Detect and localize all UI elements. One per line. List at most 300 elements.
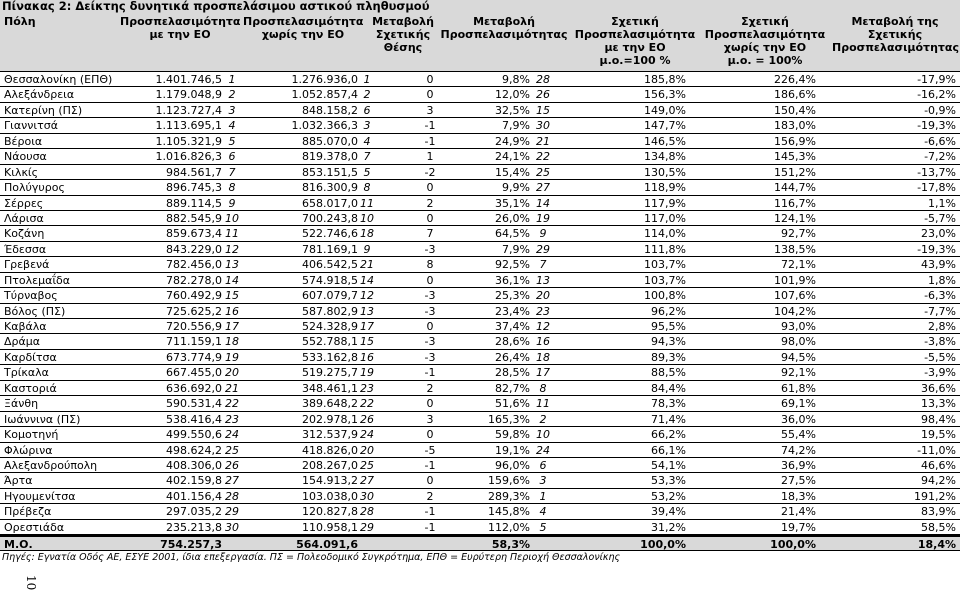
- cell-acc-with: 760.492,9: [166, 289, 222, 303]
- cell-rel-change: -6,3%: [924, 289, 956, 303]
- cell-pos-change: -1: [424, 366, 436, 380]
- cell-rank-change: 27: [536, 181, 550, 195]
- cell-pos-change: -3: [424, 289, 436, 303]
- cell-acc-with: 1.401.746,5: [155, 73, 222, 86]
- cell-rel-change: -7,2%: [924, 150, 956, 164]
- cell-rel-with: 117,0%: [644, 211, 686, 225]
- cell-rank-change: 28: [536, 73, 550, 86]
- header-line: Σχετική: [741, 15, 789, 28]
- cell-rel-with: 156,3%: [644, 88, 686, 102]
- cell-acc-change: 28,5%: [495, 366, 530, 380]
- header-line: Προσπελασιμότητα: [574, 28, 696, 41]
- cell-rank-with: 12: [225, 242, 239, 256]
- cell-rank-change: 16: [536, 335, 550, 349]
- cell-rel-change: 58,5%: [921, 520, 956, 534]
- cell-acc-without: 389.648,2: [302, 397, 358, 411]
- cell-acc-without: 1.276.936,0: [291, 73, 358, 86]
- cell-city: Γρεβενά: [4, 258, 50, 272]
- cell-rel-with: 94,3%: [651, 335, 686, 349]
- table-row: [0, 412, 960, 427]
- header-acc-change: [440, 15, 568, 41]
- cell-rel-with: 100,8%: [644, 289, 686, 303]
- cell-acc-with: 889.114,5: [166, 196, 222, 210]
- cell-acc-change: 145,8%: [488, 505, 530, 519]
- cell-rel-with: 31,2%: [651, 520, 686, 534]
- table-row: [0, 134, 960, 149]
- source-note: Πηγές: Εγνατία Οδός ΑΕ, ΕΣΥΕ 2001, ίδια επεξεργασία. ΠΣ = Πολεοδομικό Συγκρότημα, ΕΠΘ = Ευρύτερη Περιοχή Θεσσαλονίκης: [2, 551, 621, 563]
- cell-rank-change: 10: [536, 428, 550, 442]
- cell-rank-with: 5: [228, 134, 236, 148]
- cell-city: Τύρναβος: [4, 289, 58, 303]
- cell-rank-with: 8: [228, 181, 236, 195]
- cell-acc-change: 26,0%: [495, 211, 530, 225]
- cell-pos-change: -1: [424, 458, 436, 472]
- cell-city: Βόλος (ΠΣ): [4, 304, 66, 318]
- cell-acc-change: 59,8%: [495, 428, 530, 442]
- header-line: μ.ο. = 100%: [727, 54, 803, 67]
- cell-rank-with: 19: [225, 350, 239, 364]
- cell-acc-with: 667.455,0: [166, 366, 222, 380]
- cell-acc-without: 519.275,7: [302, 366, 358, 380]
- cell-city: Καρδίτσα: [4, 350, 57, 364]
- cell-rank-without: 25: [360, 458, 374, 472]
- table-row: [0, 149, 960, 164]
- cell-rank-without: 24: [360, 428, 374, 442]
- cell-acc-with: 782.278,0: [166, 273, 222, 287]
- table-row: [0, 196, 960, 211]
- cell-rel-without: 116,7%: [774, 196, 816, 210]
- cell-rel-with: 88,5%: [651, 366, 686, 380]
- cell-acc-without: 418.826,0: [302, 443, 358, 457]
- cell-rel-change: 1,8%: [928, 273, 956, 287]
- cell-rel-with: 89,3%: [651, 350, 686, 364]
- cell-rank-without: 28: [360, 505, 374, 519]
- cell-acc-with: 402.159,8: [166, 474, 222, 488]
- cell-acc-without: 406.542,5: [302, 258, 358, 272]
- cell-rank-with: 9: [228, 196, 236, 210]
- cell-rel-change: -19,3%: [917, 242, 956, 256]
- cell-city: Έδεσσα: [4, 242, 47, 256]
- header-line: Μεταβολή: [473, 15, 535, 28]
- header-line: Μεταβολή της: [851, 15, 939, 28]
- cell-rank-change: 17: [536, 366, 550, 380]
- cell-rel-change: 19,5%: [921, 428, 956, 442]
- cell-city: Ηγουμενίτσα: [4, 489, 76, 503]
- cell-acc-change: 15,4%: [495, 165, 530, 179]
- cell-rank-change: 6: [539, 458, 547, 472]
- cell-rank-with: 27: [225, 474, 239, 488]
- cell-rank-change: 8: [539, 381, 547, 395]
- cell-acc-change: 82,7%: [495, 381, 530, 395]
- cell-rank-without: 7: [363, 150, 371, 164]
- cell-rel-with: 103,7%: [644, 273, 686, 287]
- header-line: μ.ο.=100 %: [599, 54, 671, 67]
- cell-city: Καστοριά: [4, 381, 57, 395]
- table-total-row: [0, 535, 960, 550]
- cell-rank-with: 15: [225, 289, 239, 303]
- cell-rank-without: 18: [360, 227, 374, 241]
- cell-acc-without: 574.918,5: [302, 273, 358, 287]
- cell-rank-without: 30: [360, 489, 374, 503]
- table-row: [0, 458, 960, 473]
- table-row: [0, 273, 960, 288]
- cell-rel-without: 107,6%: [774, 289, 816, 303]
- cell-acc-change: 37,4%: [495, 320, 530, 333]
- cell-acc-with: 859.673,4: [166, 227, 222, 241]
- cell-rel-without: 94,5%: [781, 350, 816, 364]
- cell-rank-with: 30: [225, 520, 239, 534]
- cell-acc-without: 1.052.857,4: [291, 88, 358, 102]
- cell-rank-change: 7: [539, 258, 547, 272]
- cell-pos-change: 0: [426, 273, 434, 287]
- cell-rel-without: 183,0%: [774, 119, 816, 133]
- cell-rank-change: 15: [536, 103, 550, 117]
- total-acc-without: 564.091,6: [296, 538, 358, 552]
- cell-rank-without: 2: [363, 88, 371, 102]
- cell-pos-change: 7: [426, 227, 434, 241]
- cell-rank-without: 21: [360, 258, 374, 272]
- header-pos-change: [368, 15, 438, 54]
- cell-rank-with: 7: [228, 165, 236, 179]
- cell-rank-with: 23: [225, 412, 239, 426]
- cell-acc-change: 32,5%: [495, 103, 530, 117]
- cell-acc-change: 64,5%: [495, 227, 530, 241]
- cell-rel-with: 130,5%: [644, 165, 686, 179]
- cell-acc-without: 587.802,9: [302, 304, 358, 318]
- cell-acc-without: 607.079,7: [302, 289, 358, 303]
- header-line: Σχετικής: [375, 28, 431, 41]
- cell-acc-change: 23,4%: [495, 304, 530, 318]
- cell-acc-change: 51,6%: [495, 397, 530, 411]
- header-line: Προσπελασιμότητα: [243, 15, 364, 28]
- cell-rank-change: 9: [539, 227, 547, 241]
- cell-rel-without: 72,1%: [781, 258, 816, 272]
- cell-pos-change: 0: [426, 73, 434, 86]
- cell-acc-without: 524.328,9: [302, 320, 358, 333]
- cell-rel-without: 27,5%: [781, 474, 816, 488]
- cell-city: Πολύγυρος: [4, 181, 65, 195]
- cell-pos-change: -1: [424, 119, 436, 133]
- cell-acc-without: 552.788,1: [302, 335, 358, 349]
- cell-rel-without: 93,0%: [781, 320, 816, 333]
- cell-pos-change: 3: [426, 103, 434, 117]
- cell-city: Καβάλα: [4, 320, 47, 333]
- cell-rank-with: 1: [228, 73, 236, 86]
- table-row: [0, 489, 960, 504]
- cell-rank-change: 21: [536, 134, 550, 148]
- cell-rel-change: 2,8%: [928, 320, 956, 333]
- cell-rel-without: 36,9%: [781, 458, 816, 472]
- cell-rel-change: -5,5%: [924, 350, 956, 364]
- cell-rank-without: 23: [360, 381, 374, 395]
- cell-pos-change: -3: [424, 335, 436, 349]
- cell-acc-change: 24,1%: [495, 150, 530, 164]
- cell-acc-without: 120.827,8: [302, 505, 358, 519]
- header-line: χωρίς την ΕΟ: [261, 28, 345, 41]
- cell-rank-without: 6: [363, 103, 371, 117]
- cell-rank-without: 22: [360, 397, 374, 411]
- cell-rank-without: 10: [360, 211, 374, 225]
- cell-rel-without: 151,2%: [774, 165, 816, 179]
- table-row: [0, 365, 960, 380]
- cell-rank-with: 6: [228, 150, 236, 164]
- table-header: [0, 13, 960, 72]
- cell-rel-without: 101,9%: [774, 273, 816, 287]
- cell-acc-with: 235.213,8: [166, 520, 222, 534]
- cell-rel-without: 36,0%: [781, 412, 816, 426]
- cell-rel-change: 1,1%: [928, 196, 956, 210]
- cell-rel-with: 117,9%: [644, 196, 686, 210]
- cell-acc-change: 7,9%: [502, 119, 530, 133]
- cell-pos-change: -2: [424, 165, 436, 179]
- cell-acc-with: 1.113.695,1: [155, 119, 222, 133]
- total-acc-change: 58,3%: [491, 538, 530, 552]
- cell-acc-change: 9,8%: [502, 73, 530, 86]
- table-row: [0, 427, 960, 442]
- cell-rel-with: 118,9%: [644, 181, 686, 195]
- cell-pos-change: 0: [426, 88, 434, 102]
- cell-pos-change: 0: [426, 320, 434, 333]
- cell-rank-with: 24: [225, 428, 239, 442]
- header-acc-without: [243, 15, 363, 41]
- cell-rel-with: 54,1%: [651, 458, 686, 472]
- header-city: [4, 15, 84, 28]
- header-line: με την ΕΟ: [604, 41, 666, 54]
- table-row: [0, 118, 960, 133]
- cell-rel-change: 46,6%: [921, 458, 956, 472]
- cell-acc-change: 165,3%: [488, 412, 530, 426]
- cell-rank-with: 3: [228, 103, 236, 117]
- cell-rel-without: 226,4%: [774, 73, 816, 86]
- cell-acc-with: 1.016.826,3: [155, 150, 222, 164]
- cell-acc-without: 202.978,1: [302, 412, 358, 426]
- cell-city: Ξάνθη: [4, 397, 39, 411]
- cell-rel-change: -5,7%: [924, 211, 956, 225]
- cell-rank-change: 22: [536, 150, 550, 164]
- cell-acc-without: 885.070,0: [302, 134, 358, 148]
- cell-rel-without: 61,8%: [781, 381, 816, 395]
- cell-rel-with: 84,4%: [651, 381, 686, 395]
- cell-acc-with: 297.035,2: [166, 505, 222, 519]
- header-rel-without: [700, 15, 830, 67]
- cell-rel-change: 36,6%: [921, 381, 956, 395]
- cell-city: Άρτα: [4, 474, 33, 488]
- table-row: [0, 226, 960, 241]
- cell-acc-with: 538.416,4: [166, 412, 222, 426]
- header-line: Προσπελασιμότητας: [832, 41, 959, 54]
- cell-acc-change: 96,0%: [495, 458, 530, 472]
- cell-rel-change: 13,3%: [921, 397, 956, 411]
- cell-acc-without: 154.913,2: [302, 474, 358, 488]
- cell-rel-change: 94,2%: [921, 474, 956, 488]
- cell-city: Λάρισα: [4, 211, 44, 225]
- cell-rel-with: 185,8%: [644, 73, 686, 86]
- cell-city: Θεσσαλονίκη (ΕΠΘ): [4, 73, 113, 86]
- cell-rank-with: 20: [225, 366, 239, 380]
- header-line: Μεταβολή: [372, 15, 434, 28]
- cell-acc-change: 28,6%: [495, 335, 530, 349]
- cell-rank-without: 15: [360, 335, 374, 349]
- cell-acc-with: 782.456,0: [166, 258, 222, 272]
- cell-rel-without: 19,7%: [781, 520, 816, 534]
- cell-rank-with: 26: [225, 458, 239, 472]
- cell-rank-with: 11: [225, 227, 239, 241]
- header-rel-change: [832, 15, 958, 54]
- cell-rel-with: 103,7%: [644, 258, 686, 272]
- cell-rel-change: -19,3%: [917, 119, 956, 133]
- cell-rel-with: 71,4%: [651, 412, 686, 426]
- cell-acc-with: 725.625,2: [166, 304, 222, 318]
- cell-rel-change: -16,2%: [917, 88, 956, 102]
- cell-acc-with: 673.774,9: [166, 350, 222, 364]
- table-row: [0, 257, 960, 272]
- cell-pos-change: 2: [426, 489, 434, 503]
- cell-rel-with: 146,5%: [644, 134, 686, 148]
- cell-rel-with: 114,0%: [644, 227, 686, 241]
- cell-rank-without: 13: [360, 304, 374, 318]
- cell-rank-without: 27: [360, 474, 374, 488]
- cell-rank-change: 20: [536, 289, 550, 303]
- cell-rank-without: 9: [363, 242, 371, 256]
- cell-rank-change: 12: [536, 320, 550, 333]
- cell-pos-change: 3: [426, 412, 434, 426]
- cell-rank-without: 16: [360, 350, 374, 364]
- cell-acc-without: 208.267,0: [302, 458, 358, 472]
- cell-city: Φλώρινα: [4, 443, 53, 457]
- cell-rank-without: 1: [363, 73, 371, 86]
- cell-acc-with: 1.105.321,9: [155, 134, 222, 148]
- cell-rel-change: 191,2%: [914, 489, 956, 503]
- cell-rank-change: 3: [539, 474, 547, 488]
- cell-rank-with: 29: [225, 505, 239, 519]
- header-line: Σχετικής: [867, 28, 923, 41]
- cell-acc-without: 819.378,0: [302, 150, 358, 164]
- cell-rank-with: 22: [225, 397, 239, 411]
- cell-acc-change: 25,3%: [495, 289, 530, 303]
- cell-acc-with: 896.745,3: [166, 181, 222, 195]
- cell-pos-change: -3: [424, 350, 436, 364]
- table-row: [0, 180, 960, 195]
- cell-pos-change: 0: [426, 181, 434, 195]
- cell-rank-with: 13: [225, 258, 239, 272]
- cell-rel-change: -11,0%: [917, 443, 956, 457]
- cell-rel-without: 21,4%: [781, 505, 816, 519]
- total-rel-without: 100,0%: [770, 538, 816, 552]
- cell-acc-with: 590.531,4: [166, 397, 222, 411]
- cell-pos-change: -5: [424, 443, 436, 457]
- table-row: [0, 473, 960, 488]
- cell-pos-change: 0: [426, 211, 434, 225]
- table-row: [0, 350, 960, 365]
- table-row: [0, 304, 960, 319]
- cell-rank-change: 14: [536, 196, 550, 210]
- cell-pos-change: 2: [426, 196, 434, 210]
- cell-acc-with: 711.159,1: [166, 335, 222, 349]
- table-row: [0, 443, 960, 458]
- cell-rel-without: 186,6%: [774, 88, 816, 102]
- cell-acc-without: 522.746,6: [302, 227, 358, 241]
- cell-rank-with: 28: [225, 489, 239, 503]
- cell-acc-change: 12,0%: [495, 88, 530, 102]
- header-line: με την ΕΟ: [149, 28, 211, 41]
- cell-acc-change: 92,5%: [495, 258, 530, 272]
- table-row: [0, 334, 960, 349]
- cell-rel-change: 23,0%: [921, 227, 956, 241]
- header-line: Προσπελασιμότητα: [120, 15, 241, 28]
- cell-rank-change: 18: [536, 350, 550, 364]
- cell-acc-change: 24,9%: [495, 134, 530, 148]
- cell-rank-without: 20: [360, 443, 374, 457]
- header-line: Σχετική: [611, 15, 659, 28]
- cell-rel-change: -3,9%: [924, 366, 956, 380]
- cell-pos-change: 1: [426, 150, 434, 164]
- cell-rank-change: 30: [536, 119, 550, 133]
- cell-rel-with: 39,4%: [651, 505, 686, 519]
- table-row: [0, 319, 960, 334]
- header-line: χωρίς την ΕΟ: [723, 41, 807, 54]
- cell-rel-with: 66,2%: [651, 428, 686, 442]
- cell-city: Δράμα: [4, 335, 41, 349]
- table-row: [0, 242, 960, 257]
- cell-rank-without: 4: [363, 134, 371, 148]
- cell-rel-without: 92,1%: [781, 366, 816, 380]
- cell-rank-change: 25: [536, 165, 550, 179]
- cell-rel-change: -17,8%: [917, 181, 956, 195]
- cell-acc-change: 26,4%: [495, 350, 530, 364]
- header-line: Θέσης: [383, 41, 423, 54]
- cell-acc-without: 1.032.366,3: [291, 119, 358, 133]
- cell-acc-change: 112,0%: [488, 520, 530, 534]
- cell-rel-without: 74,2%: [781, 443, 816, 457]
- header-line: Προσπελασιμότητα: [704, 28, 826, 41]
- cell-rel-with: 147,7%: [644, 119, 686, 133]
- table-row: [0, 103, 960, 118]
- total-rel-change: 18,4%: [917, 538, 956, 552]
- table-row: [0, 165, 960, 180]
- cell-acc-without: 781.169,1: [302, 242, 358, 256]
- cell-rel-without: 69,1%: [781, 397, 816, 411]
- cell-acc-without: 700.243,8: [302, 211, 358, 225]
- cell-rank-without: 12: [360, 289, 374, 303]
- cell-acc-with: 1.179.048,9: [155, 88, 222, 102]
- cell-city: Πρέβεζα: [4, 505, 52, 519]
- cell-pos-change: 0: [426, 474, 434, 488]
- table-row: [0, 520, 960, 535]
- cell-rank-with: 21: [225, 381, 239, 395]
- table-body: [0, 72, 960, 535]
- cell-rank-change: 26: [536, 88, 550, 102]
- cell-acc-with: 882.545,9: [166, 211, 222, 225]
- total-acc-with: 754.257,3: [160, 538, 222, 552]
- table-row: [0, 381, 960, 396]
- cell-pos-change: 0: [426, 397, 434, 411]
- cell-rank-without: 11: [360, 196, 374, 210]
- cell-rel-change: -17,9%: [917, 73, 956, 86]
- cell-rel-without: 138,5%: [774, 242, 816, 256]
- cell-rank-without: 17: [360, 320, 374, 333]
- cell-rel-change: -0,9%: [924, 103, 956, 117]
- cell-rel-change: 98,4%: [921, 412, 956, 426]
- cell-rank-without: 14: [360, 273, 374, 287]
- table-row: [0, 72, 960, 87]
- cell-rel-without: 55,4%: [781, 428, 816, 442]
- cell-city: Κατερίνη (ΠΣ): [4, 103, 83, 117]
- cell-rel-without: 145,3%: [774, 150, 816, 164]
- cell-rank-change: 19: [536, 211, 550, 225]
- cell-rel-change: -6,6%: [924, 134, 956, 148]
- cell-acc-with: 499.550,6: [166, 428, 222, 442]
- cell-rel-change: -7,7%: [924, 304, 956, 318]
